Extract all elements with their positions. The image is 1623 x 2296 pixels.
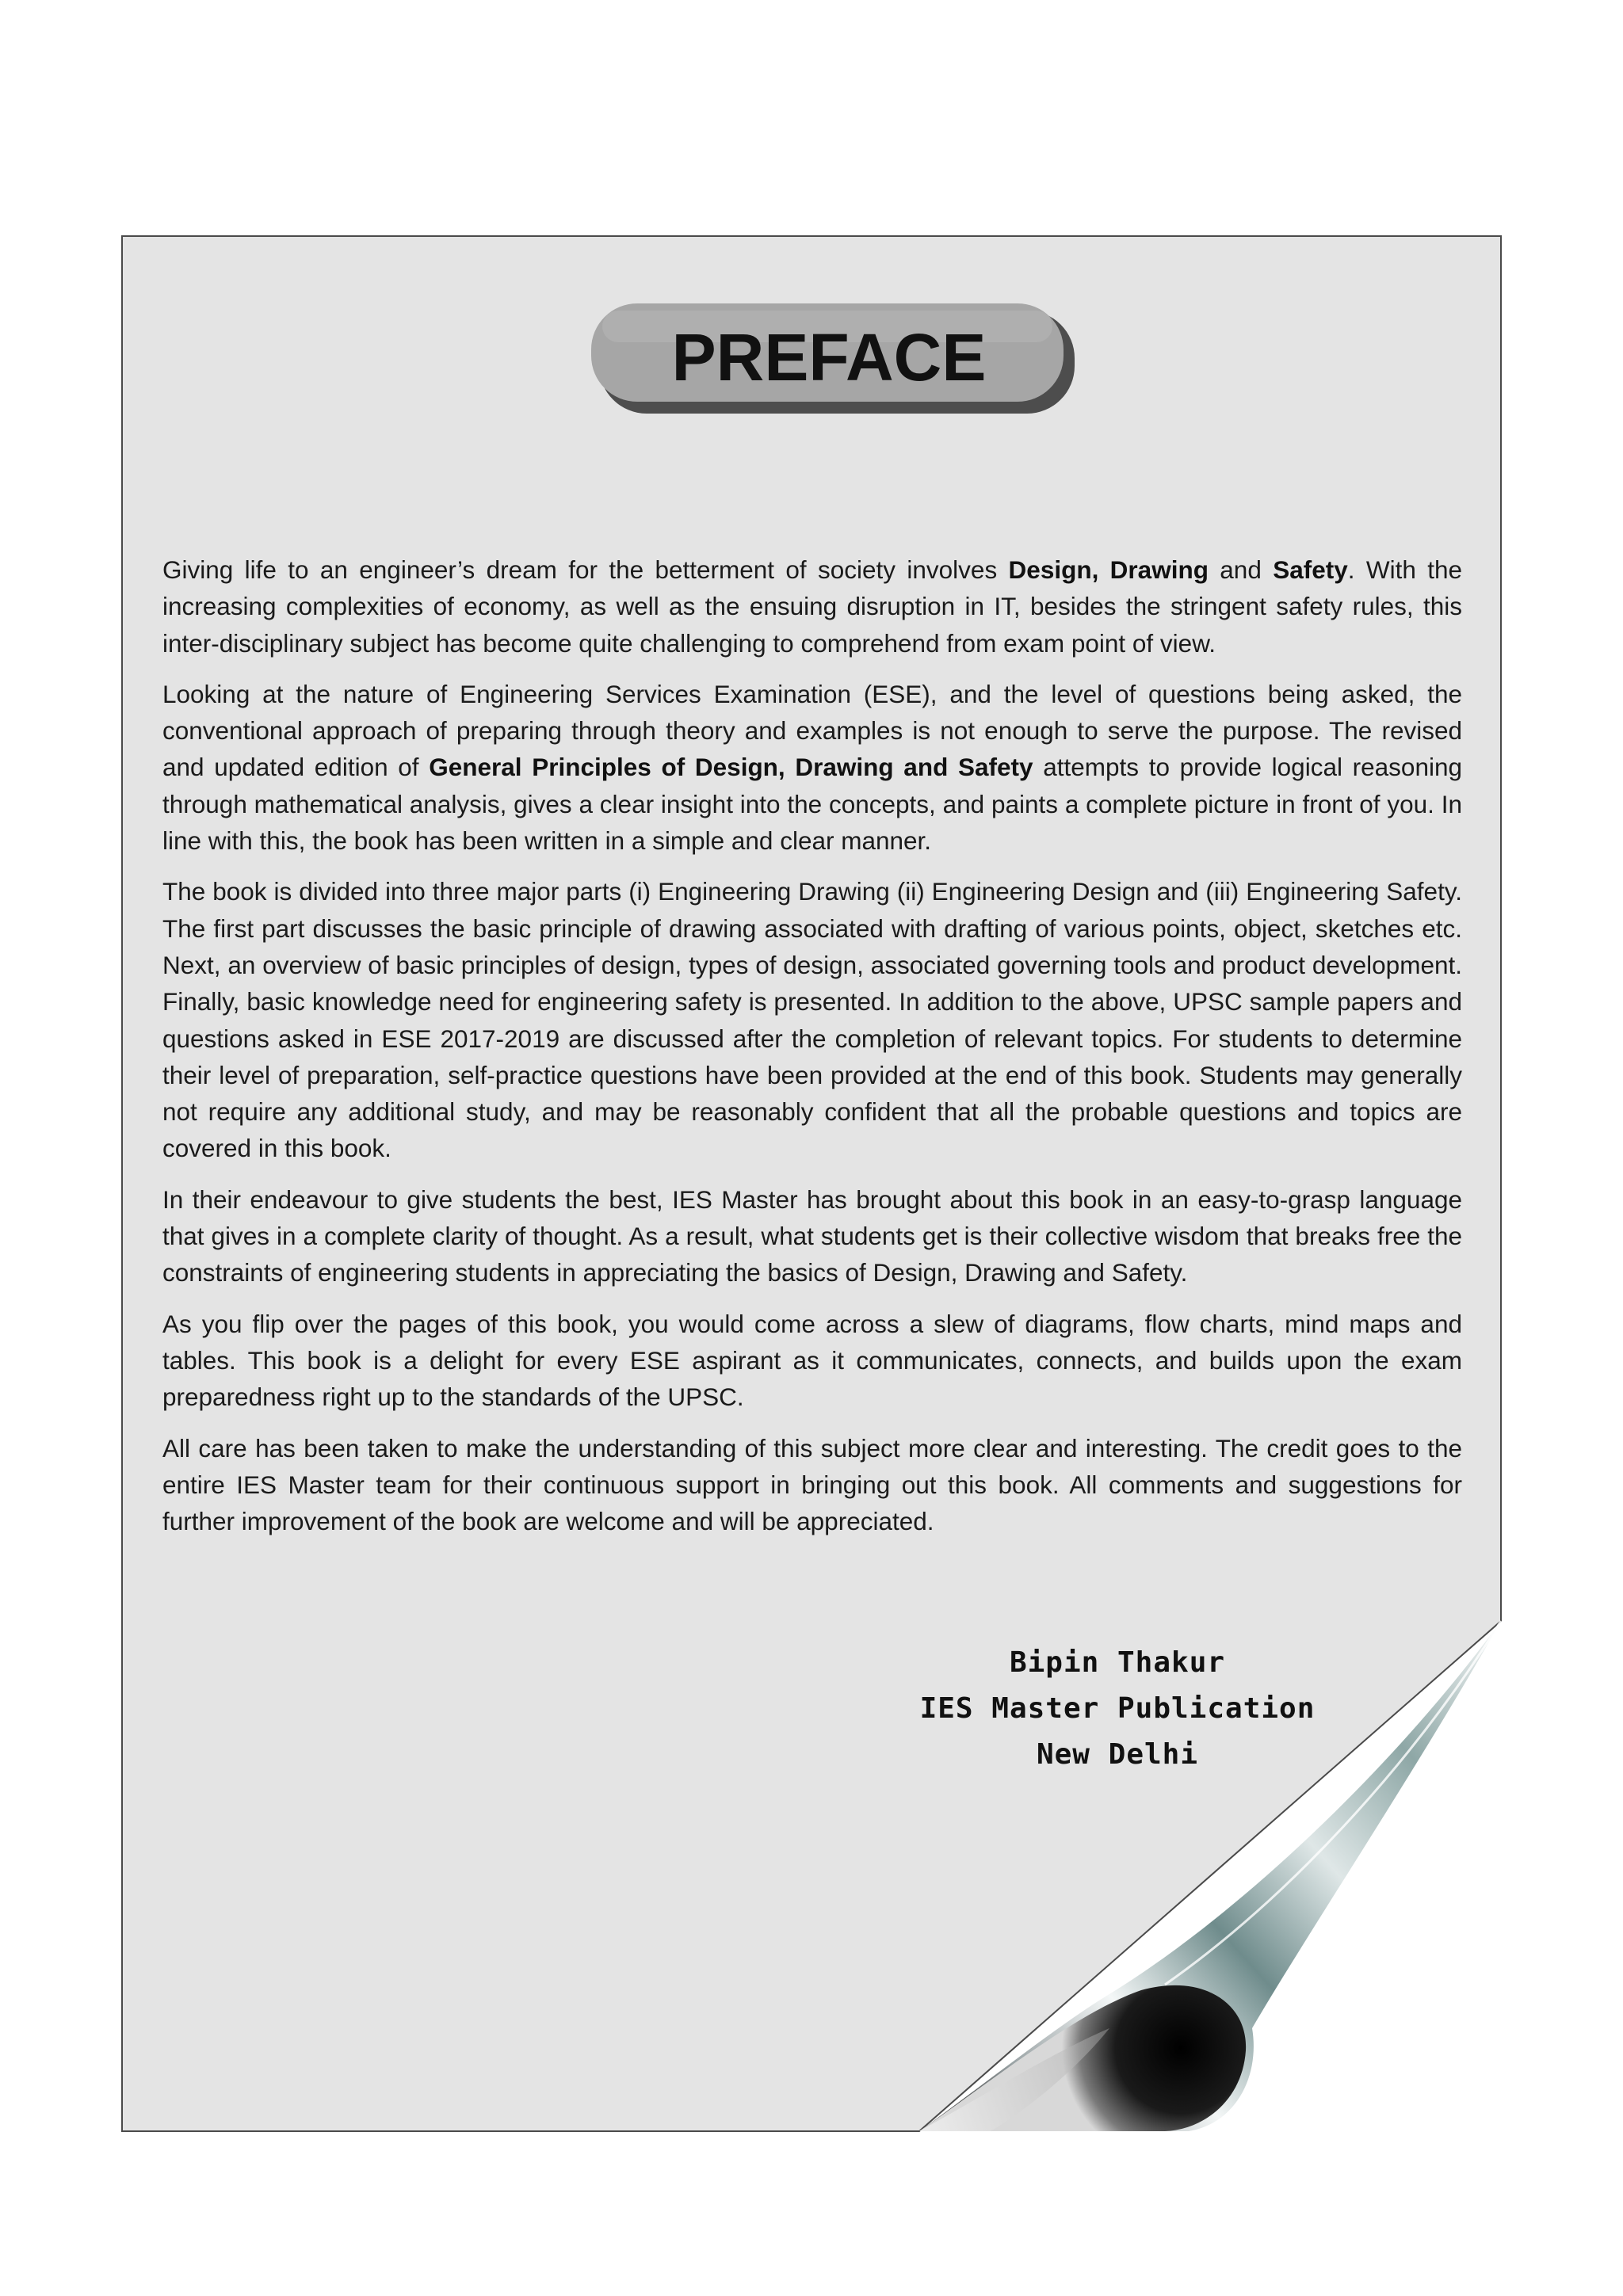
paragraph-1 bbox=[162, 551, 1462, 662]
paragraph-4: In their endeavour to give students the best, IES Master has brought about this book in an easy-to-grasp language that gives in a complete clarity of thought. As a result, what students get is their collective wisdom that breaks free the constraints of engineering students in appreciating the basics of Design, Drawing and Safety. bbox=[162, 1184, 1462, 1287]
paragraph-1-text-c: and bbox=[1208, 555, 1274, 584]
preface-body bbox=[162, 551, 1462, 1554]
title-container bbox=[593, 303, 1065, 402]
paragraph-5: As you flip over the pages of this book, you would come across a slew of diagrams, flow charts, mind maps and tables. This book is a delight for every ESE aspirant as it communicates, connects, and builds upon the exam preparedness right up to the standards of the UPSC. bbox=[162, 1309, 1462, 1412]
paragraph-2-text-c: attempts to provide logical reasoning through mathematical analysis, gives a clear insight into the concepts, and paints a complete picture in front of you. In line with this, the book has been written in a simple and clear manner. bbox=[162, 753, 1462, 856]
paragraph-1-bold-safety: Safety bbox=[1273, 555, 1348, 584]
paragraph-1-text-d: . With the increasing complexities of economy, as well as the ensuing disruption in IT, besides the stringent safety rules, this inter-disciplinary subject has become quite challenging to comprehend from exam point of view. bbox=[162, 555, 1462, 658]
paragraph-1-text-a: Giving life to an engineer’s dream for the betterment of society involves bbox=[162, 555, 1009, 584]
paragraph-2-bold-book-title: General Principles of Design, Drawing and Safety bbox=[429, 753, 1033, 782]
paragraph-2-text-a: Looking at the nature of Engineering Services Examination (ESE), and the level of questions being asked, the conventional approach of preparing through theory and examples is not enough to serve the purpose. The revised and updated edition of bbox=[162, 679, 1462, 782]
paragraph-3: The book is divided into three major parts (i) Engineering Drawing (ii) Engineering Design and (iii) Engineering Safety. The first part discusses the basic principle of drawing associated with drafting of various points, object, sketches etc. Next, an overview of basic principles of design, types of design, associated governing tools and product development. Finally, basic knowledge need for engineering safety is presented. In addition to the above, UPSC sample papers and questions asked in ESE 2017-2019 are discussed after the completion of relevant topics. For students to determine their level of preparation, self-practice questions have been provided at the end of this book. Students may generally not require any additional study, and may be reasonably confident that all the probable questions and topics are covered in this book. bbox=[162, 877, 1462, 1163]
publisher-name: IES Master Publication bbox=[919, 1692, 1316, 1725]
signature-block bbox=[840, 1640, 1395, 1778]
publisher-city: New Delhi bbox=[1036, 1738, 1199, 1771]
paragraph-2 bbox=[162, 676, 1462, 859]
page-title: PREFACE bbox=[671, 319, 987, 395]
author-name: Bipin Thakur bbox=[1009, 1646, 1226, 1679]
paragraph-1-bold-design-drawing: Design, Drawing bbox=[1008, 555, 1209, 584]
paragraph-6: All care has been taken to make the understanding of this subject more clear and interesting. The credit goes to the entire IES Master team for their continuous support in bringing out this book. All comments and suggestions for further improvement of the book are welcome and will be appreciated. bbox=[162, 1433, 1462, 1536]
